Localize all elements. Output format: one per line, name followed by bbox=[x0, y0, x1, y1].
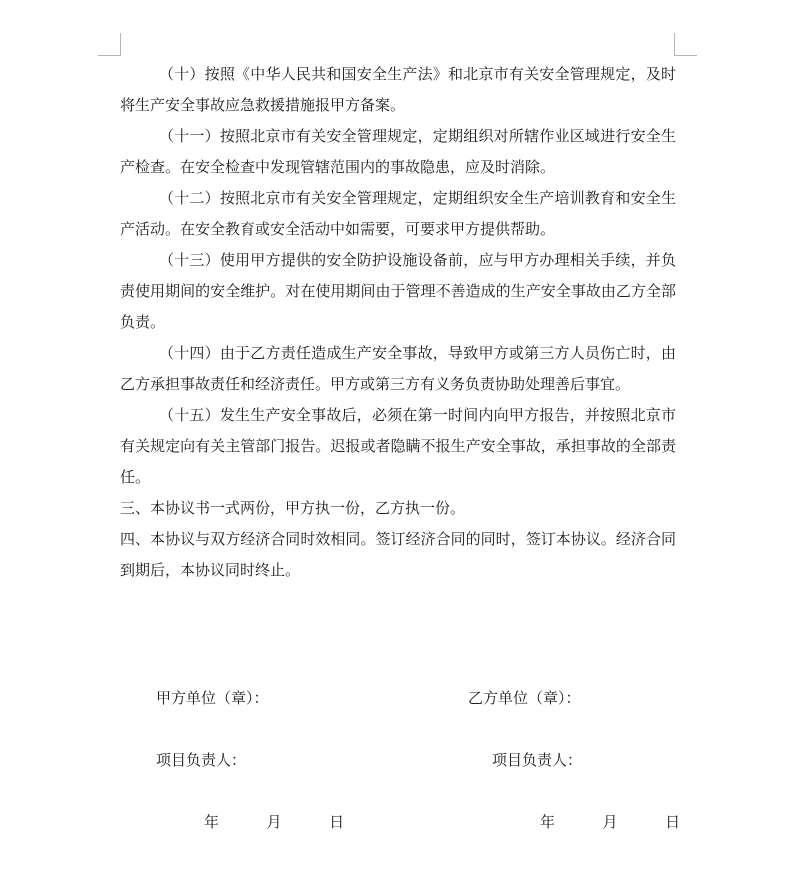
year-label: 年 bbox=[204, 813, 220, 831]
clause-11: （十一）按照北京市有关安全管理规定，定期组织对所辖作业区域进行安全生产检查。在安全检查中发现管辖范围内的事故隐患，应及时消除。 bbox=[120, 127, 676, 176]
month-label: 月 bbox=[266, 813, 282, 831]
day-label: 日 bbox=[665, 813, 681, 831]
clause-15: （十五）发生生产安全事故后，必须在第一时间内向甲方报告，并按照北京市有关规定向有关主管部门报告。迟报或者隐瞒不报生产安全事故，承担事故的全部责任。 bbox=[120, 406, 676, 486]
year-label: 年 bbox=[540, 813, 556, 831]
clause-12: （十二）按照北京市有关安全管理规定，定期组织安全生产培训教育和安全生产活动。在安全教育或安全活动中如需要，可要求甲方提供帮助。 bbox=[120, 189, 676, 238]
clause-10: （十）按照《中华人民共和国安全生产法》和北京市有关安全管理规定，及时将生产安全事故应急救援措施报甲方备案。 bbox=[120, 65, 676, 114]
section-three: 三、本协议书一式两份，甲方执一份，乙方执一份。 bbox=[120, 499, 466, 517]
party-b-date bbox=[540, 811, 680, 832]
clause-13: （十三）使用甲方提供的安全防护设施设备前，应与甲方办理相关手续，并负责使用期间的安全维护。对在使用期间由于管理不善造成的生产安全事故由乙方全部负责。 bbox=[120, 251, 676, 331]
party-a-date bbox=[204, 811, 344, 832]
document-body bbox=[120, 59, 676, 586]
section-four: 四、本协议与双方经济合同时效相同。签订经济合同的同时，签订本协议。经济合同到期后，本协议同时终止。 bbox=[120, 530, 676, 579]
month-label: 月 bbox=[602, 813, 618, 831]
page-margin-corner-top-left bbox=[98, 33, 121, 56]
party-b-unit-label: 乙方单位（章）： bbox=[468, 689, 581, 707]
page-margin-corner-top-right bbox=[674, 33, 697, 56]
party-a-unit-label: 甲方单位（章）： bbox=[156, 689, 269, 707]
day-label: 日 bbox=[329, 813, 345, 831]
clause-14: （十四）由于乙方责任造成生产安全事故，导致甲方或第三方人员伤亡时，由乙方承担事故责任和经济责任。甲方或第三方有义务负责协助处理善后事宜。 bbox=[120, 344, 676, 393]
party-a-leader-label: 项目负责人： bbox=[156, 751, 247, 769]
party-b-leader-label: 项目负责人： bbox=[492, 751, 583, 769]
